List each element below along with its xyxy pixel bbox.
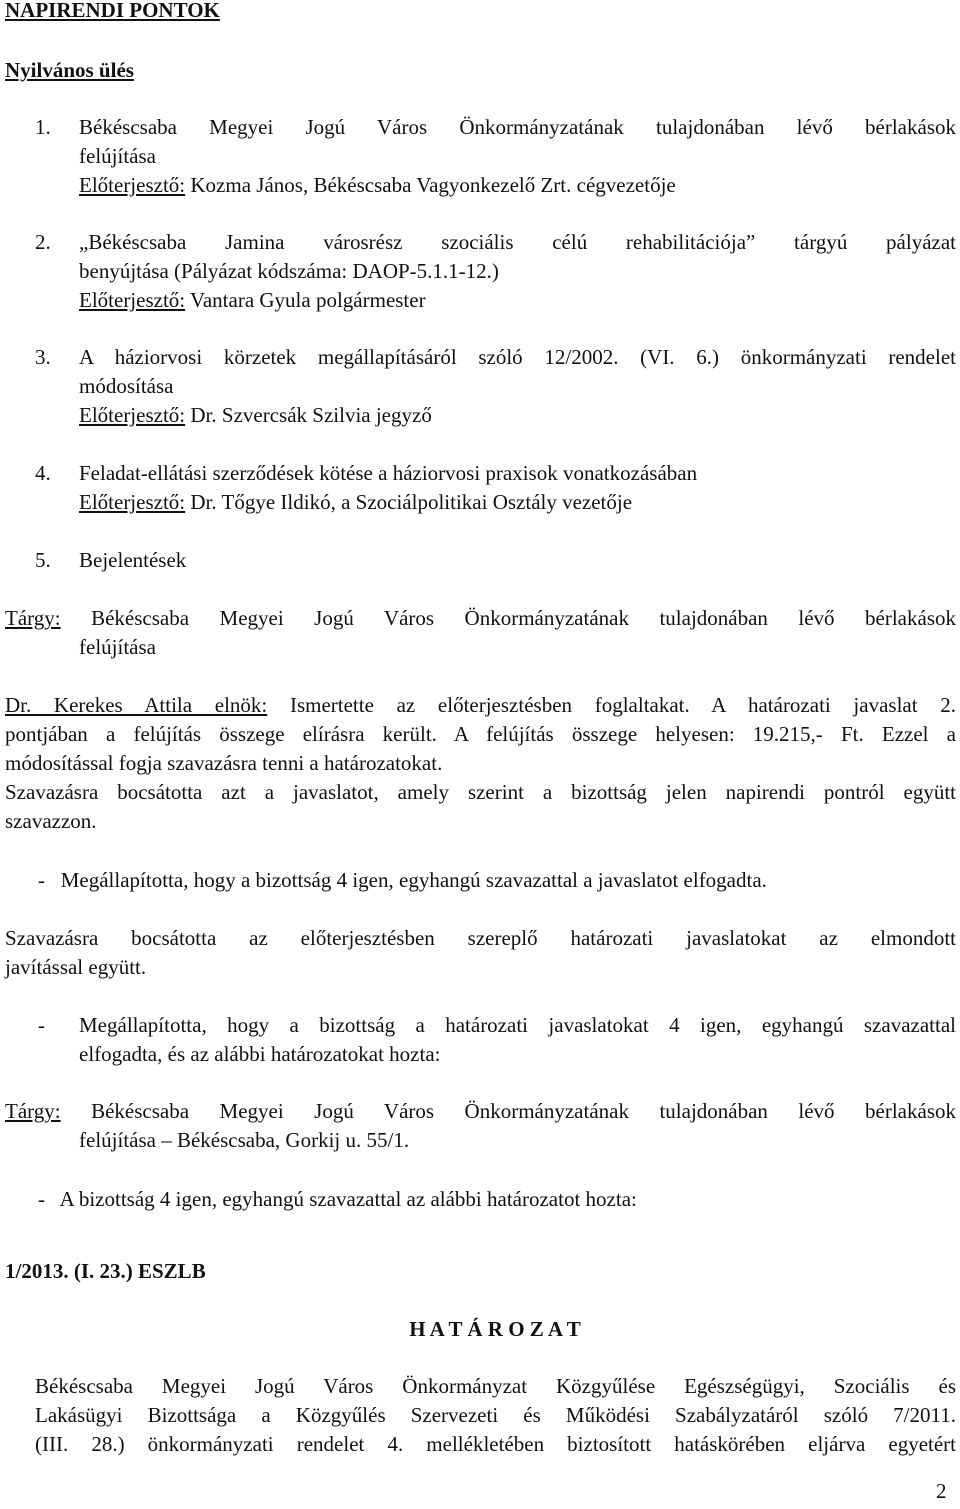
subject-text: Békéscsaba Megyei Jogú Város Önkormányzatának tulajdonában lévő bérlakások — [60, 606, 956, 630]
resolution-body — [35, 1372, 956, 1459]
subject-1 — [5, 604, 956, 662]
vote-2-intro — [5, 924, 956, 982]
item-presenter — [35, 488, 956, 517]
presenter-label: Előterjesztő: — [79, 173, 186, 197]
item-number: 5. — [35, 548, 51, 572]
subject-line1 — [5, 604, 956, 633]
speech-text: Ismertette az előterjesztésben foglaltakat. A határozati javaslat 2. — [267, 693, 957, 717]
presenter-label: Előterjesztő: — [79, 490, 186, 514]
speech-paragraph — [5, 691, 956, 836]
vote-2-line1: Megállapította, hogy a bizottság a határozati javaslatokat 4 igen, egyhangú szavazattal — [79, 1013, 956, 1037]
item-presenter — [35, 286, 956, 315]
speaker-name: Dr. Kerekes Attila elnök: — [5, 693, 268, 717]
resolution-line2: Lakásügyi Bizottsága a Közgyűlés Szervezeti és Működési Szabályzatáról szóló 7/2011. — [35, 1403, 956, 1427]
resolution-line3: (III. 28.) önkormányzati rendelet 4. mellékletében biztosított hatáskörében eljárva egyetért — [35, 1432, 956, 1456]
dash: - — [38, 1013, 45, 1037]
heading: NAPIRENDI PONTOK — [5, 0, 220, 22]
item-title-line1: Békéscsaba Megyei Jogú Város Önkormányzatának tulajdonában lévő bérlakások — [79, 115, 956, 139]
agenda-item-5 — [35, 546, 956, 575]
agenda-item-2 — [35, 228, 956, 315]
item-title-line2: módosítása — [79, 374, 174, 398]
agenda-item-3 — [35, 343, 956, 430]
page-number: 2 — [936, 1479, 947, 1503]
item-number: 2. — [35, 230, 51, 254]
speech-line3: módosítással fogja szavazásra tenni a határozatokat. — [5, 751, 443, 775]
item-title-line2: benyújtása (Pályázat kódszáma: DAOP-5.1.1-12.) — [79, 259, 499, 283]
session-title: Nyilvános ülés — [5, 58, 134, 82]
item-number: 3. — [35, 345, 51, 369]
resolution-title: H A T Á R O Z A T — [409, 1317, 581, 1341]
presenter-name: Dr. Szvercsák Szilvia jegyző — [185, 403, 432, 427]
item-title-line1: „Békéscsaba Jamina városrész szociális célú rehabilitációja” tárgyú pályázat — [79, 230, 956, 254]
speech-line5: szavazzon. — [5, 809, 97, 833]
resolution-number: 1/2013. (I. 23.) ESZLB — [5, 1259, 206, 1283]
speech-line1 — [5, 691, 956, 720]
subject-text: Békéscsaba Megyei Jogú Város Önkormányzatának tulajdonában lévő bérlakások — [60, 1099, 956, 1123]
vote-2-intro-line1: Szavazásra bocsátotta az előterjesztésben szereplő határozati javaslatokat az elmondott — [5, 926, 956, 950]
item-title-line1: Bejelentések — [79, 548, 187, 572]
subject-label: Tárgy: — [5, 606, 61, 630]
item-title-line1: Feladat-ellátási szerződések kötése a háziorvosi praxisok vonatkozásában — [79, 461, 698, 485]
item-title-line2: felújítása — [79, 144, 156, 168]
speech-line4: Szavazásra bocsátotta azt a javaslatot, amely szerint a bizottság jelen napirendi pontról együtt — [5, 780, 956, 804]
agenda-item-4 — [35, 459, 956, 517]
subject-2 — [5, 1097, 956, 1155]
agenda-item-1 — [35, 113, 956, 200]
presenter-label: Előterjesztő: — [79, 403, 186, 427]
item-presenter — [35, 401, 956, 430]
vote-result-3: - A bizottság 4 igen, egyhangú szavazattal az alábbi határozatot hozta: — [38, 1187, 637, 1211]
presenter-label: Előterjesztő: — [79, 288, 186, 312]
item-presenter — [35, 171, 956, 200]
vote-2-intro-line2: javítással együtt. — [5, 955, 147, 979]
subject-line2: felújítása — [79, 635, 156, 659]
presenter-name: Kozma János, Békéscsaba Vagyonkezelő Zrt. cégvezetője — [185, 173, 676, 197]
item-number: 1. — [35, 115, 51, 139]
subject-label: Tárgy: — [5, 1099, 61, 1123]
speech-line2: pontjában a felújítás összege elírásra került. A felújítás összege helyesen: 19.215,- Ft. Ezzel a — [5, 722, 956, 746]
item-number: 4. — [35, 461, 51, 485]
presenter-name: Dr. Tőgye Ildikó, a Szociálpolitikai Osztály vezetője — [185, 490, 633, 514]
resolution-line1: Békéscsaba Megyei Jogú Város Önkormányzat Közgyűlése Egészségügyi, Szociális és — [35, 1374, 956, 1398]
item-title-line1: A háziorvosi körzetek megállapításáról szóló 12/2002. (VI. 6.) önkormányzati rendelet — [79, 345, 956, 369]
vote-result-2 — [38, 1011, 956, 1069]
presenter-name: Vantara Gyula polgármester — [185, 288, 426, 312]
subject-line2: felújítása – Békéscsaba, Gorkij u. 55/1. — [79, 1128, 410, 1152]
vote-2-line2: elfogadta, és az alábbi határozatokat hozta: — [79, 1042, 441, 1066]
subject-line1 — [5, 1097, 956, 1126]
vote-result-1: - Megállapította, hogy a bizottság 4 igen, egyhangú szavazattal a javaslatot elfogadta. — [38, 868, 767, 892]
